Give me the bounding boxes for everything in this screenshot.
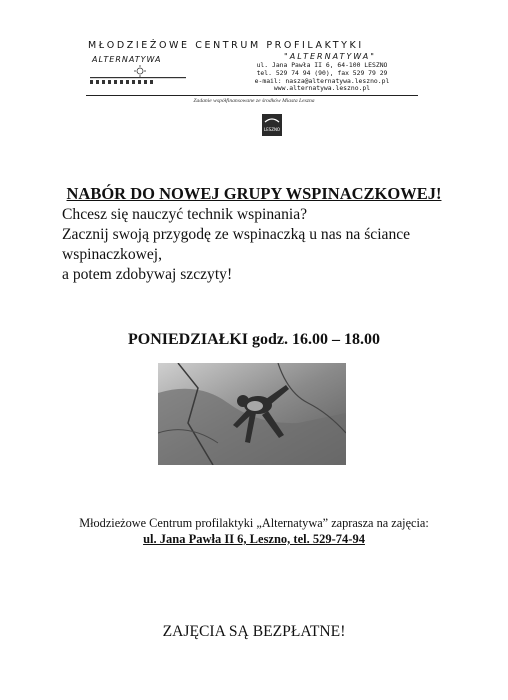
contact-email: e-mail: nasza@alternatywa.leszno.pl (254, 76, 390, 85)
contact-address: ul. Jana Pawła II 6, 64-100 LESZNO (256, 61, 388, 69)
leszno-logo (262, 114, 282, 136)
intro-text (62, 205, 482, 285)
address-line: ul. Jana Pawła II 6, Leszno, tel. 529-74-94 (143, 532, 365, 546)
organization-subtitle: "ALTERNATYWA" (284, 52, 376, 61)
contact-website: www.alternatywa.leszno.pl (273, 84, 371, 93)
schedule: PONIEDZIAŁKI godz. 16.00 – 18.00 (127, 331, 381, 348)
organization-title: MŁODZIEŻOWE CENTRUM PROFILAKTYKI (88, 40, 364, 51)
invitation-text: Młodzieżowe Centrum profilaktyki „Alternatywa” zaprasza na zajęcia: (79, 516, 429, 530)
intro-line: Zacznij swoją przygodę ze wspinaczką u nas na ściance (62, 226, 411, 243)
funding-note: Zadanie współfinansowane ze środków Miasta Leszna (193, 98, 315, 104)
logo-text: ALTERNATYWA (92, 55, 162, 64)
climber-photo (158, 363, 346, 465)
intro-line: a potem zdobywaj szczyty! (62, 266, 233, 283)
contact-block (222, 62, 422, 93)
intro-line: wspinaczkowej, (62, 246, 163, 263)
contact-phone: tel. 529 74 94 (90), fax 529 79 29 (256, 68, 388, 77)
letterhead-divider (86, 95, 418, 96)
intro-line: Chcesz się nauczyć technik wspinania? (62, 206, 308, 223)
leszno-logo-text: LESZNO (263, 127, 281, 132)
headline: NABÓR DO NOWEJ GRUPY WSPINACZKOWEJ! (66, 184, 442, 203)
free-classes-note: ZAJĘCIA SĄ BEZPŁATNE! (162, 623, 346, 640)
